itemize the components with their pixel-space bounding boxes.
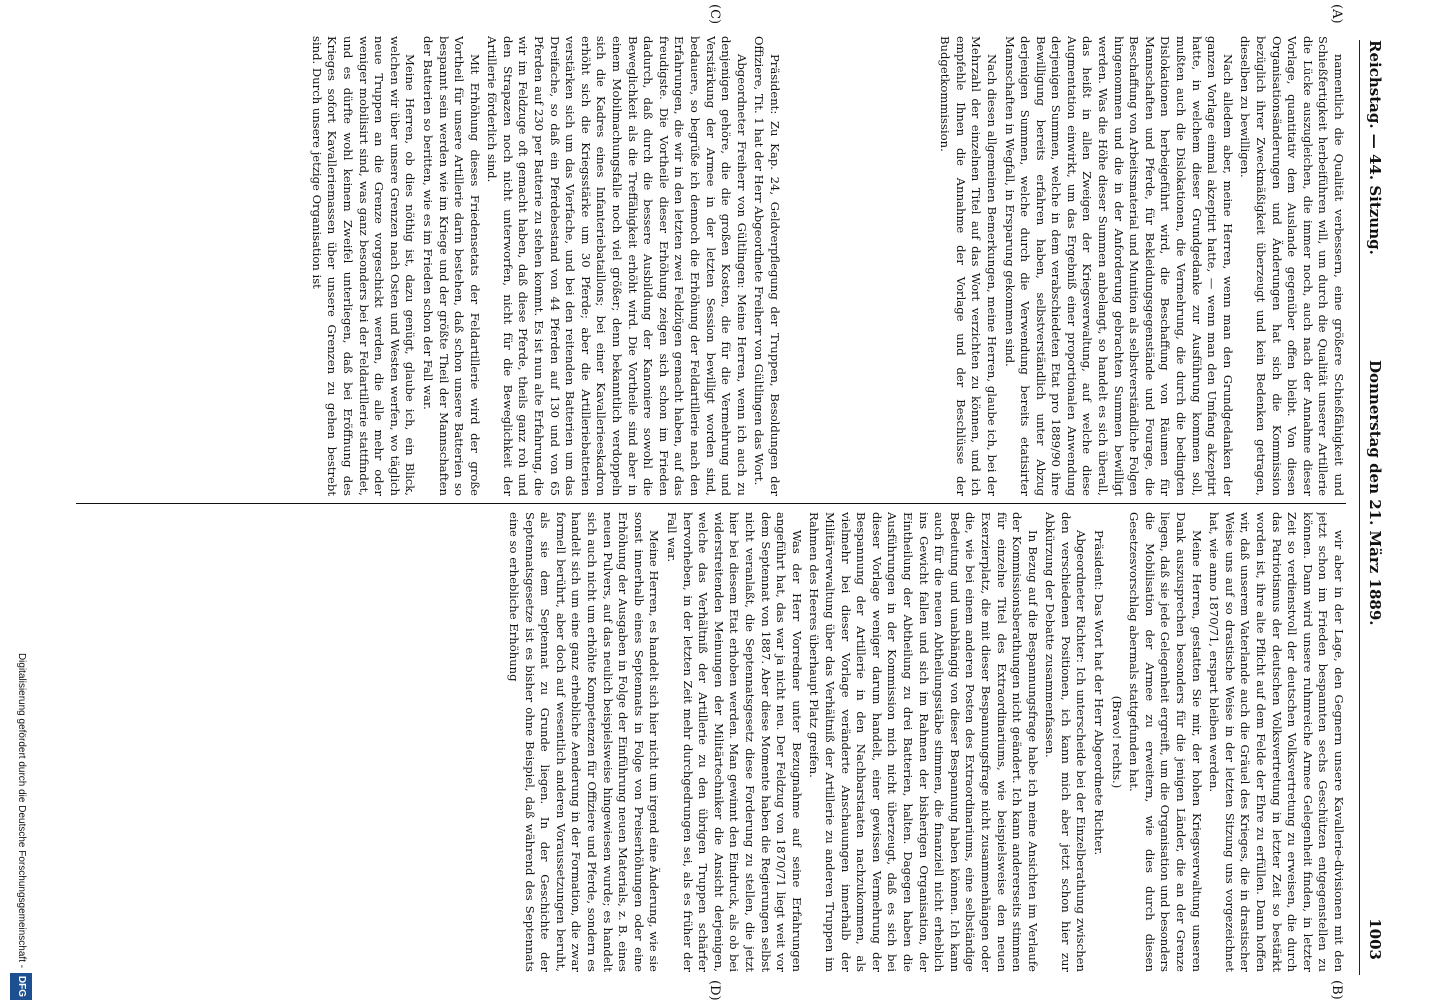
paragraph: (Bravo! rechts.) [1109, 695, 1124, 789]
paragraph: In Bezug auf die Bespannungsfrage habe ich meine Ansichten im Verlaufe der Kommissionsberathungen nicht geändert. Ich kann andererseits stimmen für einzelne Titel des Extraordinariums, wie beispielsweise den neuen Exerzierplatz, die mit dieser Bespannungsfrage nicht zusammenhängen oder die, wie bei einem anderen Posten des Extraordinariums, eine selbständige Bedeutung und unabhängig von dieser Bespannung haben können. Ich kann auch für die neuen Abtheilungsstäbe stimmen, die finanziell nicht erheblich ins Gewicht fallen und sich im Rahmen der bisherigen Organisation, der Eintheilung der Abtheilung zu drei Batterien, halten. Dagegen haben die Ausführungen in der Kommission mich nicht überzeugt, daß es sich bei dieser Vorlage weniger darum handelt, einer gewissen Vermehrung der Bespannung der Artillerie in den Nachbarstaaten nachzukommen, als vielmehr bei dieser Vorlage veränderte Anschauungen innerhalb der Militärverwaltung über das Verhältniß der Artillerie zu anderen Truppen im Rahmen des Heeres überhaupt Platz greifen. [807, 512, 1040, 972]
page-number: 1003 [1366, 918, 1384, 960]
paragraph: Präsident: Zu Kap. 24, Geldverpflegung der Truppen, Besoldungen der Offiziere, Tit. 1 hat der Herr Abgeordnete Freiherr von Gültlingen das Wort. [752, 36, 782, 496]
column-rule [76, 503, 1346, 504]
dfg-logo: DFG [10, 973, 32, 1000]
margin-mark-a: (A) [1329, 4, 1344, 24]
margin-mark-d: (D) [707, 980, 722, 1001]
paragraph: Nach diesen allgemeinen Bemerkungen, meine Herren, glaube ich, bei der Mehrzahl der einzelnen Titel auf das Wort verzichten zu können, und ich empfehle Ihnen die Annahme der Vorlage und der Beschlüsse der Budgetkommission. [938, 36, 999, 496]
watermark-text: Digitalisierung gefördert durch die Deutsche Forschungsgemeinschaft - [16, 652, 27, 969]
column-right [76, 512, 1346, 972]
margin-mark-c: (C) [707, 4, 722, 25]
header-center: Donnerstag den 21. März 1889. [1366, 360, 1384, 626]
paragraph: Meine Herren, ob dies nöthig ist, dazu genügt, glaube ich, ein Blick, welchen wir über unsere Grenzen nach Osten und Westen werfen, wo täglich neue Truppen an die Grenze vorgeschickt werden, die alle mehr oder weniger mobilisirt sind, was ganz besonders bei der Feldartillerie stattfindet, und es dürfte wohl keinem Zweifel unterliegen, daß bei Eröffnung des Krieges sofort Kavalleriemassen über unsere Grenzen zu gehen bestrebt sind. Durch unsere jetzige Organisation ist [309, 36, 418, 496]
paragraph: Meine Herren, es handelt sich hier nicht um irgend eine Änderung, wie sie sonst innerhalb eines Septennats in Folge von Preiserhöhungen oder eine Erhöhung der Ausgaben in Folge der Einführung neuen Materials, z. B. eines neuen Pulvers, auf das neulich beispielsweise hingewiesen wurde; es handelt sich auch nicht um erhöhte Kompetenzen für Offiziere und Pferde, sondern es handelt sich um eine ganz erhebliche Aenderung in der Formation, die zwar formell berührt, aber doch auf wesentlich anderen Voraussetzungen beruht, als sie dem Septennat zu Grunde liegen. In der Geschichte der Septennatsgesetze ist es bisher ohne Beispiel, daß während des Septennats eine so erhebliche Erhöhung [507, 512, 662, 972]
paragraph: Abgeordneter Richter: Ich unterscheide bei der Einzelberathung zwischen den verschiedenen Positionen, ich kann mich aber jetzt schon hier zur Abkürzung der Debatte zusammenfassen. [1043, 512, 1089, 972]
dfg-watermark [10, 0, 32, 1000]
paragraph: namentlich die Qualität verbessern, eine größere Schießfähigkeit und Schießfertigkeit herbeiführen will, um durch die Qualität unserer Artillerie die Lücke auszugleichen, die immer noch, auch nach der Annahme dieser Vorlage, quantitativ dem Auslande gegenüber offen bleibt. Von diesen Organisationsänderungen und Änderungen hat sich die Kommission bezüglich ihrer Zweckmäßigkeit überzeugt und kein Bedenken getragen, dieselben zu bewilligen. [1238, 36, 1346, 496]
paragraph: Abgeordneter Freiherr von Gültlingen: Meine Herren, wenn ich auch zu denjenigen gehöre, die die großen Kosten, die für die Vermehrung und Verstärkung der Armee in der letzten Session bewilligt worden sind, bedauere, so begrüße ich dennoch die Erhöhung der Feldartillerie nach den Erfahrungen, die wir in den letzten zwei Feldzügen gemacht haben, auf das freudigste. Die Vortheile dieser Erhöhung zeigen sich schon im Frieden dadurch, daß durch die bessere Ausbildung der Kanoniere sowohl die Beweglichkeit als die Treffähigkeit erhöht wird. Die Vortheile sind aber in einem Mobilmachungsfalle noch viel größer; denn bekanntlich verdoppeln sich die Kadres eines Infanteriebataillons; bei einer Kavallerieeskadron erhöht sich die Kriegsstärke um 30 Pferde; aber die Artilleriebatterien verstärken sich um das Vierfache, und bei den reitenden Batterien um das Dreifache, so daß ein Pferdebestand von 44 Pferden auf 130 und von 65 Pferden auf 230 per Batterie zu stehen kommt. Es ist nun alte Erfahrung, die wir im Feldzuge oft gemacht haben, daß diese Pferde, theils ganz roh und den Strapazen noch nicht unterworfen, nicht für die Beweglichkeit der Artillerie förderlich sind. [485, 36, 749, 496]
page-header [1362, 40, 1384, 970]
paragraph: Präsident: Das Wort hat der Herr Abgeordnete Richter. [1092, 530, 1107, 856]
paragraph: Nach alledem aber, meine Herren, wenn man den Grundgedanken der ganzen Vorlage einmal akzeptirt hatte, — wenn man den Umfang akzeptirt hatte, in welchem dieser Grundgedanke zur Ausführung kommen soll, mußten auch die Dislokationen, die Vermehrung, die durch die bedingten Dislokationen herbeigeführt wird, die Beschaffung von Räumen für Mannschaften und Pferde, für Bekleidungsgegenstände und Fourage, die Beschaffung von Arbeitsmaterial und Munition als selbstverständliche Folgen hingenommen und die in der Anforderung gebrachten Summen bewilligt werden. Was die Höhe dieser Summen anbelangt, so handelt es sich überall, das heißt in allen Zweigen der Kriegsverwaltung, auf welche diese Augmentation einwirkt, um das Ergebniß einer proportionalen Anwendung derjenigen Summen, welche in dem verabschiedeten Etat pro 1889/90 ihre Bewilligung bereits erfahren haben, selbstverständlich unter Abzug derjenigen Summen, welche durch die Verwendung bereits etatisirter Mannschaften in Wegfall, in Ersparung gekommen sind. [1002, 36, 1235, 496]
paragraph: Was der Herr Vorredner unter Bezugnahme auf seine Erfahrungen angeführt hat, das war ja nicht neu. Der Feldzug von 1870/71 liegt weit vor dem Septennat von 1887. Aber diese Momente haben die Regierungen selbst nicht veranlaßt, die Septennatsgesetz diese Forderung zu stellen, die jetzt hier bei diesem Etat erhoben werden. Man gewinnt den Eindruck, als ob bei widerstreitenden Meinungen der Militärtechniker die Ansicht derjenigen, welche das Verhältniß der Artillerie zu den übrigen Truppen schärfer hervorheben, in der letzten Zeit mehr durchgedrungen sei, als es früher der Fall war. [665, 512, 804, 972]
margin-mark-b: (B) [1329, 980, 1344, 1000]
header-left: Reichstag. — 44. Sitzung. [1366, 40, 1384, 255]
column-left-lower [142, 36, 782, 496]
header-rule [1359, 40, 1360, 975]
paragraph: Mit Erhöhung dieses Friedensetats der Feldartillerie wird der große Vortheil für unsere Artillerie darin bestehen, daß schon unsere Batterien so bespannt sein werden wie im Kriege und der größte Theil der Mannschaften der Batterien so beritten, wie es im Frieden schon der Fall war. [420, 36, 482, 496]
paragraph: Meine Herren, gestatten Sie mir, der hohen Kriegsverwaltung unseren Dank auszusprechen besonders für die jenigen Länder, die an der Grenze liegen, daß sie jede Gelegenheit ergreift, um die Organisation und besonders die Mobilisation der Armee zu erweitern, wie dies durch diesen Gesetzesvorschlag abermals stattgefunden hat. [1127, 512, 1204, 972]
paragraph: wir aber in der Lage, den Gegnern unsere Kavallerie-divisionen mit den jetzt schon im Frieden bespannten sechs Geschützen entgegenstellen zu können. Dann wird unsere ruhmreiche Armee Gelegenheit finden, in letzter Zeit so verdienstvoll der deutschen Volksvertretung zu erweisen, die durch das Patriotismus der deutschen Volksvertretung in letzter Zeit so bestärkt worden ist, ihre alte Pflicht auf dem Felde der Ehre zu erfüllen. Dann hoffen wir, daß unserem Vaterlande auch die Gräuel des Krieges, die in drastischer Weise uns auf so drastische Weise in der letzten Sitzung uns vorgezeichnet hat, wie anno 1870/71, erspart bleiben werden. [1207, 512, 1346, 972]
column-left [786, 36, 1346, 496]
